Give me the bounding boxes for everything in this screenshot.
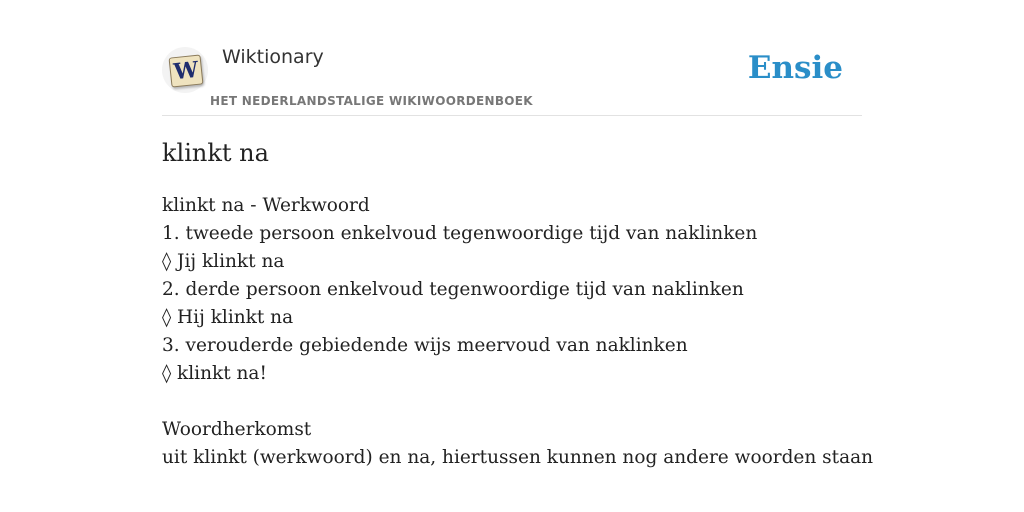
sense-definition-3: 3. verouderde gebiedende wijs meervoud van naklinken	[162, 335, 688, 356]
entry-content	[162, 192, 874, 472]
site-tagline: HET NEDERLANDSTALIGE WIKIWOORDENBOEK	[210, 94, 533, 108]
sense-definition-1: 1. tweede persoon enkelvoud tegenwoordige tijd van naklinken	[162, 223, 758, 244]
etymology-text: uit klinkt (werkwoord) en na, hiertussen kunnen nog andere woorden staan	[162, 447, 874, 468]
sense-example-2: ◊ Hij klinkt na	[162, 307, 294, 328]
wiktionary-logo-icon[interactable]	[162, 47, 208, 93]
sense-example-1: ◊ Jij klinkt na	[162, 251, 285, 272]
page-title: klinkt na	[162, 139, 269, 167]
logo-tile: W	[169, 54, 204, 87]
section-spacer	[162, 388, 862, 416]
entry-heading: klinkt na - Werkwoord	[162, 195, 370, 216]
page	[162, 0, 874, 512]
site-header	[162, 0, 862, 116]
ensie-brand-link[interactable]: Ensie	[747, 50, 843, 86]
site-name[interactable]: Wiktionary	[222, 46, 324, 68]
sense-example-3: ◊ klinkt na!	[162, 363, 267, 384]
sense-definition-2: 2. derde persoon enkelvoud tegenwoordige tijd van naklinken	[162, 279, 744, 300]
etymology-heading: Woordherkomst	[162, 419, 312, 440]
